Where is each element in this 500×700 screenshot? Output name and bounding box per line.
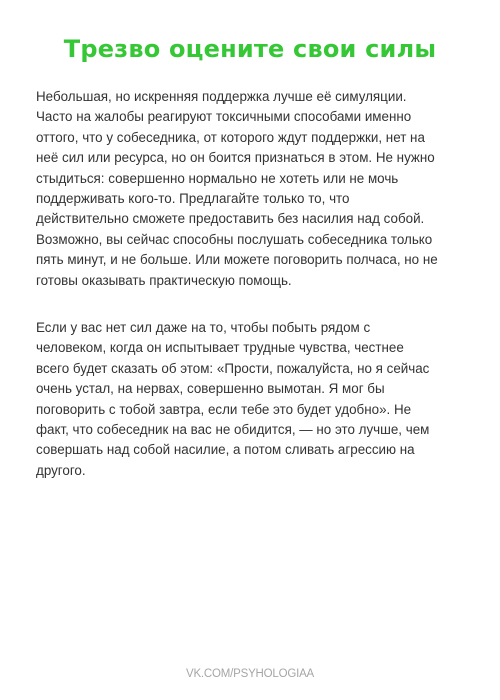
text-line: Если у вас нет сил даже на то, чтобы побыть рядом с xyxy=(36,320,371,335)
text-line: другого. xyxy=(36,462,86,478)
text-line: неё сил или ресурса, но он боится признаться в этом. Не нужно xyxy=(36,150,435,166)
text-line: действительно сможете предоставить без насилия над собой. xyxy=(36,211,425,227)
paragraph-1 xyxy=(36,87,478,291)
footer-source-link: VK.COM/PSYHOLOGIAA xyxy=(185,668,315,680)
text-line: очень устал, на нервах, совершенно вымотан. Я мог бы xyxy=(36,381,385,397)
text-line: факт, что собеседник на вас не обидится, — но это лучше, чем xyxy=(36,422,430,438)
text-line: Возможно, вы сейчас способны послушать собеседника только xyxy=(36,231,433,247)
text-line: совершать над собой насилие, а потом сливать агрессию на xyxy=(36,442,415,458)
paragraph-2 xyxy=(36,318,478,481)
text-line: всего будет сказать об этом: «Прости, пожалуйста, но я сейчас xyxy=(36,360,430,376)
text-line: Небольшая, но искренняя поддержка лучше её симуляции. xyxy=(36,89,407,104)
text-line: оттого, что у собеседника, от которого ждут поддержки, нет на xyxy=(36,129,425,145)
text-line: пять минут, и не больше. Или можете поговорить полчаса, но не xyxy=(36,252,438,268)
page-title: Трезво оцените свои силы xyxy=(63,35,437,63)
text-line: поговорить с тобой завтра, если тебе это будет удобно». Не xyxy=(36,401,412,417)
text-line: стыдиться: совершенно нормально не хотеть или не мочь xyxy=(36,170,399,186)
text-line: поддерживать кого-то. Предлагайте только то, что xyxy=(36,191,350,207)
text-line: готовы оказывать практическую помощь. xyxy=(36,272,292,288)
text-line: Часто на жалобы реагируют токсичными способами именно xyxy=(36,109,412,125)
text-line: человеком, когда он испытывает трудные чувства, честнее xyxy=(36,340,404,356)
